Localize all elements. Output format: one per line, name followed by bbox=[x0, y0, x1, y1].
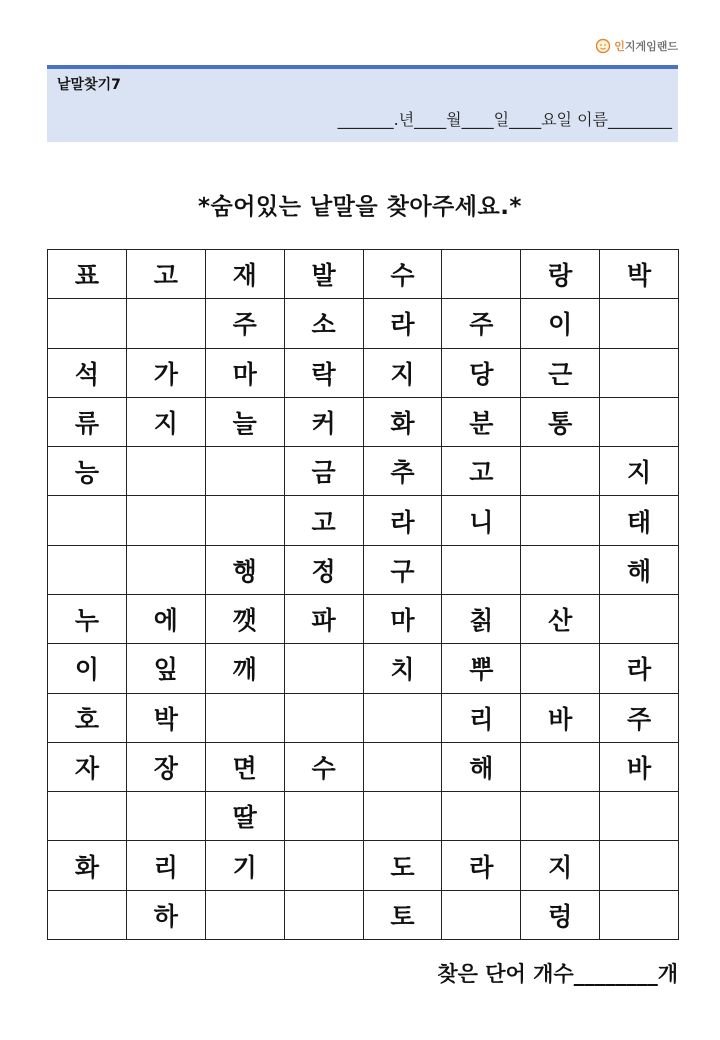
grid-cell[interactable]: 커 bbox=[284, 397, 363, 446]
worksheet-header bbox=[47, 65, 678, 142]
grid-cell[interactable]: 리 bbox=[126, 841, 205, 890]
grid-cell[interactable]: 딸 bbox=[205, 792, 284, 841]
grid-cell[interactable]: 에 bbox=[126, 594, 205, 643]
worksheet-title: 낱말찾기7 bbox=[57, 77, 121, 93]
grid-cell[interactable] bbox=[521, 496, 600, 545]
grid-cell[interactable]: 기 bbox=[205, 841, 284, 890]
grid-cell[interactable] bbox=[48, 496, 127, 545]
grid-row bbox=[48, 841, 679, 890]
grid-cell[interactable]: 금 bbox=[284, 447, 363, 496]
grid-cell[interactable]: 주 bbox=[600, 693, 679, 742]
grid-cell[interactable]: 라 bbox=[600, 644, 679, 693]
grid-cell[interactable] bbox=[284, 644, 363, 693]
grid-cell[interactable] bbox=[126, 496, 205, 545]
date-name-fields: _______.년____월____일____요일 이름________ bbox=[337, 110, 672, 129]
grid-cell[interactable]: 산 bbox=[521, 594, 600, 643]
grid-cell[interactable] bbox=[363, 693, 442, 742]
grid-cell[interactable]: 마 bbox=[363, 594, 442, 643]
grid-cell[interactable]: 고 bbox=[442, 447, 521, 496]
grid-cell[interactable] bbox=[205, 496, 284, 545]
grid-cell[interactable]: 마 bbox=[205, 348, 284, 397]
grid-cell[interactable] bbox=[205, 890, 284, 939]
grid-row bbox=[48, 299, 679, 348]
grid-cell[interactable]: 깻 bbox=[205, 594, 284, 643]
grid-cell[interactable] bbox=[126, 792, 205, 841]
grid-cell[interactable]: 능 bbox=[48, 447, 127, 496]
grid-cell[interactable] bbox=[521, 447, 600, 496]
grid-cell[interactable]: 추 bbox=[363, 447, 442, 496]
grid-cell[interactable]: 분 bbox=[442, 397, 521, 446]
grid-cell[interactable]: 표 bbox=[48, 250, 127, 299]
grid-cell[interactable] bbox=[521, 644, 600, 693]
grid-cell[interactable] bbox=[48, 545, 127, 594]
grid-cell[interactable]: 락 bbox=[284, 348, 363, 397]
grid-cell[interactable]: 도 bbox=[363, 841, 442, 890]
grid-cell[interactable]: 늘 bbox=[205, 397, 284, 446]
grid-cell[interactable] bbox=[284, 890, 363, 939]
grid-cell[interactable] bbox=[442, 250, 521, 299]
grid-cell[interactable]: 잎 bbox=[126, 644, 205, 693]
grid-cell[interactable] bbox=[363, 792, 442, 841]
grid-cell[interactable]: 니 bbox=[442, 496, 521, 545]
instruction-text: *숨어있는 낱말을 찾아주세요.* bbox=[198, 194, 522, 220]
grid-row bbox=[48, 693, 679, 742]
grid-cell[interactable]: 하 bbox=[126, 890, 205, 939]
grid-cell[interactable] bbox=[205, 447, 284, 496]
grid-cell[interactable]: 주 bbox=[205, 299, 284, 348]
grid-cell[interactable] bbox=[521, 792, 600, 841]
grid-cell[interactable] bbox=[126, 545, 205, 594]
grid-cell[interactable]: 면 bbox=[205, 742, 284, 791]
grid-cell[interactable] bbox=[600, 299, 679, 348]
grid-cell[interactable]: 수 bbox=[284, 742, 363, 791]
grid-cell[interactable] bbox=[600, 841, 679, 890]
grid-cell[interactable]: 재 bbox=[205, 250, 284, 299]
grid-cell[interactable]: 박 bbox=[126, 693, 205, 742]
grid-cell[interactable]: 장 bbox=[126, 742, 205, 791]
grid-cell[interactable]: 칡 bbox=[442, 594, 521, 643]
grid-cell[interactable]: 리 bbox=[442, 693, 521, 742]
grid-row bbox=[48, 447, 679, 496]
grid-cell[interactable] bbox=[600, 792, 679, 841]
grid-cell[interactable] bbox=[126, 299, 205, 348]
grid-row bbox=[48, 496, 679, 545]
grid-cell[interactable] bbox=[284, 792, 363, 841]
grid-cell[interactable] bbox=[284, 841, 363, 890]
grid-cell[interactable]: 통 bbox=[521, 397, 600, 446]
grid-cell[interactable] bbox=[48, 299, 127, 348]
grid-cell[interactable]: 누 bbox=[48, 594, 127, 643]
grid-cell[interactable]: 지 bbox=[600, 447, 679, 496]
grid-cell[interactable] bbox=[48, 792, 127, 841]
grid-cell[interactable]: 고 bbox=[284, 496, 363, 545]
grid-cell[interactable]: 화 bbox=[48, 841, 127, 890]
grid-cell[interactable]: 당 bbox=[442, 348, 521, 397]
grid-cell[interactable]: 깨 bbox=[205, 644, 284, 693]
grid-cell[interactable] bbox=[521, 742, 600, 791]
grid-cell[interactable]: 근 bbox=[521, 348, 600, 397]
grid-row bbox=[48, 890, 679, 939]
grid-cell[interactable] bbox=[442, 890, 521, 939]
grid-cell[interactable] bbox=[600, 594, 679, 643]
grid-row bbox=[48, 545, 679, 594]
grid-cell[interactable]: 지 bbox=[521, 841, 600, 890]
grid-cell[interactable]: 수 bbox=[363, 250, 442, 299]
grid-cell[interactable] bbox=[205, 693, 284, 742]
grid-cell[interactable]: 바 bbox=[521, 693, 600, 742]
grid-cell[interactable] bbox=[442, 545, 521, 594]
grid-row bbox=[48, 594, 679, 643]
grid-cell[interactable]: 행 bbox=[205, 545, 284, 594]
grid-row bbox=[48, 348, 679, 397]
grid-cell[interactable]: 화 bbox=[363, 397, 442, 446]
grid-cell[interactable]: 이 bbox=[48, 644, 127, 693]
grid-cell[interactable] bbox=[284, 693, 363, 742]
grid-cell[interactable]: 토 bbox=[363, 890, 442, 939]
grid-cell[interactable]: 해 bbox=[600, 545, 679, 594]
grid-cell[interactable]: 라 bbox=[363, 496, 442, 545]
grid-row bbox=[48, 250, 679, 299]
grid-cell[interactable]: 정 bbox=[284, 545, 363, 594]
grid-cell[interactable]: 바 bbox=[600, 742, 679, 791]
grid-cell[interactable] bbox=[600, 397, 679, 446]
grid-cell[interactable] bbox=[48, 890, 127, 939]
grid-cell[interactable]: 자 bbox=[48, 742, 127, 791]
smiley-bulb-icon bbox=[595, 38, 611, 54]
grid-cell[interactable] bbox=[126, 447, 205, 496]
grid-cell[interactable]: 주 bbox=[442, 299, 521, 348]
grid-cell[interactable]: 류 bbox=[48, 397, 127, 446]
grid-cell[interactable]: 호 bbox=[48, 693, 127, 742]
grid-cell[interactable] bbox=[600, 348, 679, 397]
grid-cell[interactable]: 지 bbox=[363, 348, 442, 397]
grid-cell[interactable]: 치 bbox=[363, 644, 442, 693]
grid-cell[interactable]: 뿌 bbox=[442, 644, 521, 693]
grid-cell[interactable]: 석 bbox=[48, 348, 127, 397]
brand-name-highlight: 인 bbox=[614, 40, 625, 53]
grid-cell[interactable]: 소 bbox=[284, 299, 363, 348]
grid-cell[interactable] bbox=[521, 545, 600, 594]
found-count-field: 찾은 단어 개수________개 bbox=[437, 962, 678, 986]
grid-row bbox=[48, 644, 679, 693]
grid-cell[interactable]: 랑 bbox=[521, 250, 600, 299]
grid-row bbox=[48, 792, 679, 841]
grid-cell[interactable]: 라 bbox=[442, 841, 521, 890]
grid-cell[interactable] bbox=[363, 742, 442, 791]
grid-cell[interactable]: 렁 bbox=[521, 890, 600, 939]
grid-cell[interactable]: 이 bbox=[521, 299, 600, 348]
grid-cell[interactable]: 발 bbox=[284, 250, 363, 299]
grid-cell[interactable]: 해 bbox=[442, 742, 521, 791]
word-search-grid bbox=[47, 249, 679, 940]
grid-cell[interactable]: 박 bbox=[600, 250, 679, 299]
grid-cell[interactable]: 고 bbox=[126, 250, 205, 299]
grid-cell[interactable]: 태 bbox=[600, 496, 679, 545]
grid-cell[interactable]: 구 bbox=[363, 545, 442, 594]
grid-row bbox=[48, 397, 679, 446]
grid-cell[interactable]: 가 bbox=[126, 348, 205, 397]
grid-cell[interactable]: 지 bbox=[126, 397, 205, 446]
grid-cell[interactable]: 파 bbox=[284, 594, 363, 643]
grid-row bbox=[48, 742, 679, 791]
brand-logo bbox=[595, 36, 678, 56]
grid-cell[interactable] bbox=[600, 890, 679, 939]
grid-cell[interactable]: 라 bbox=[363, 299, 442, 348]
brand-name: 지게임랜드 bbox=[624, 40, 678, 53]
grid-cell[interactable] bbox=[442, 792, 521, 841]
